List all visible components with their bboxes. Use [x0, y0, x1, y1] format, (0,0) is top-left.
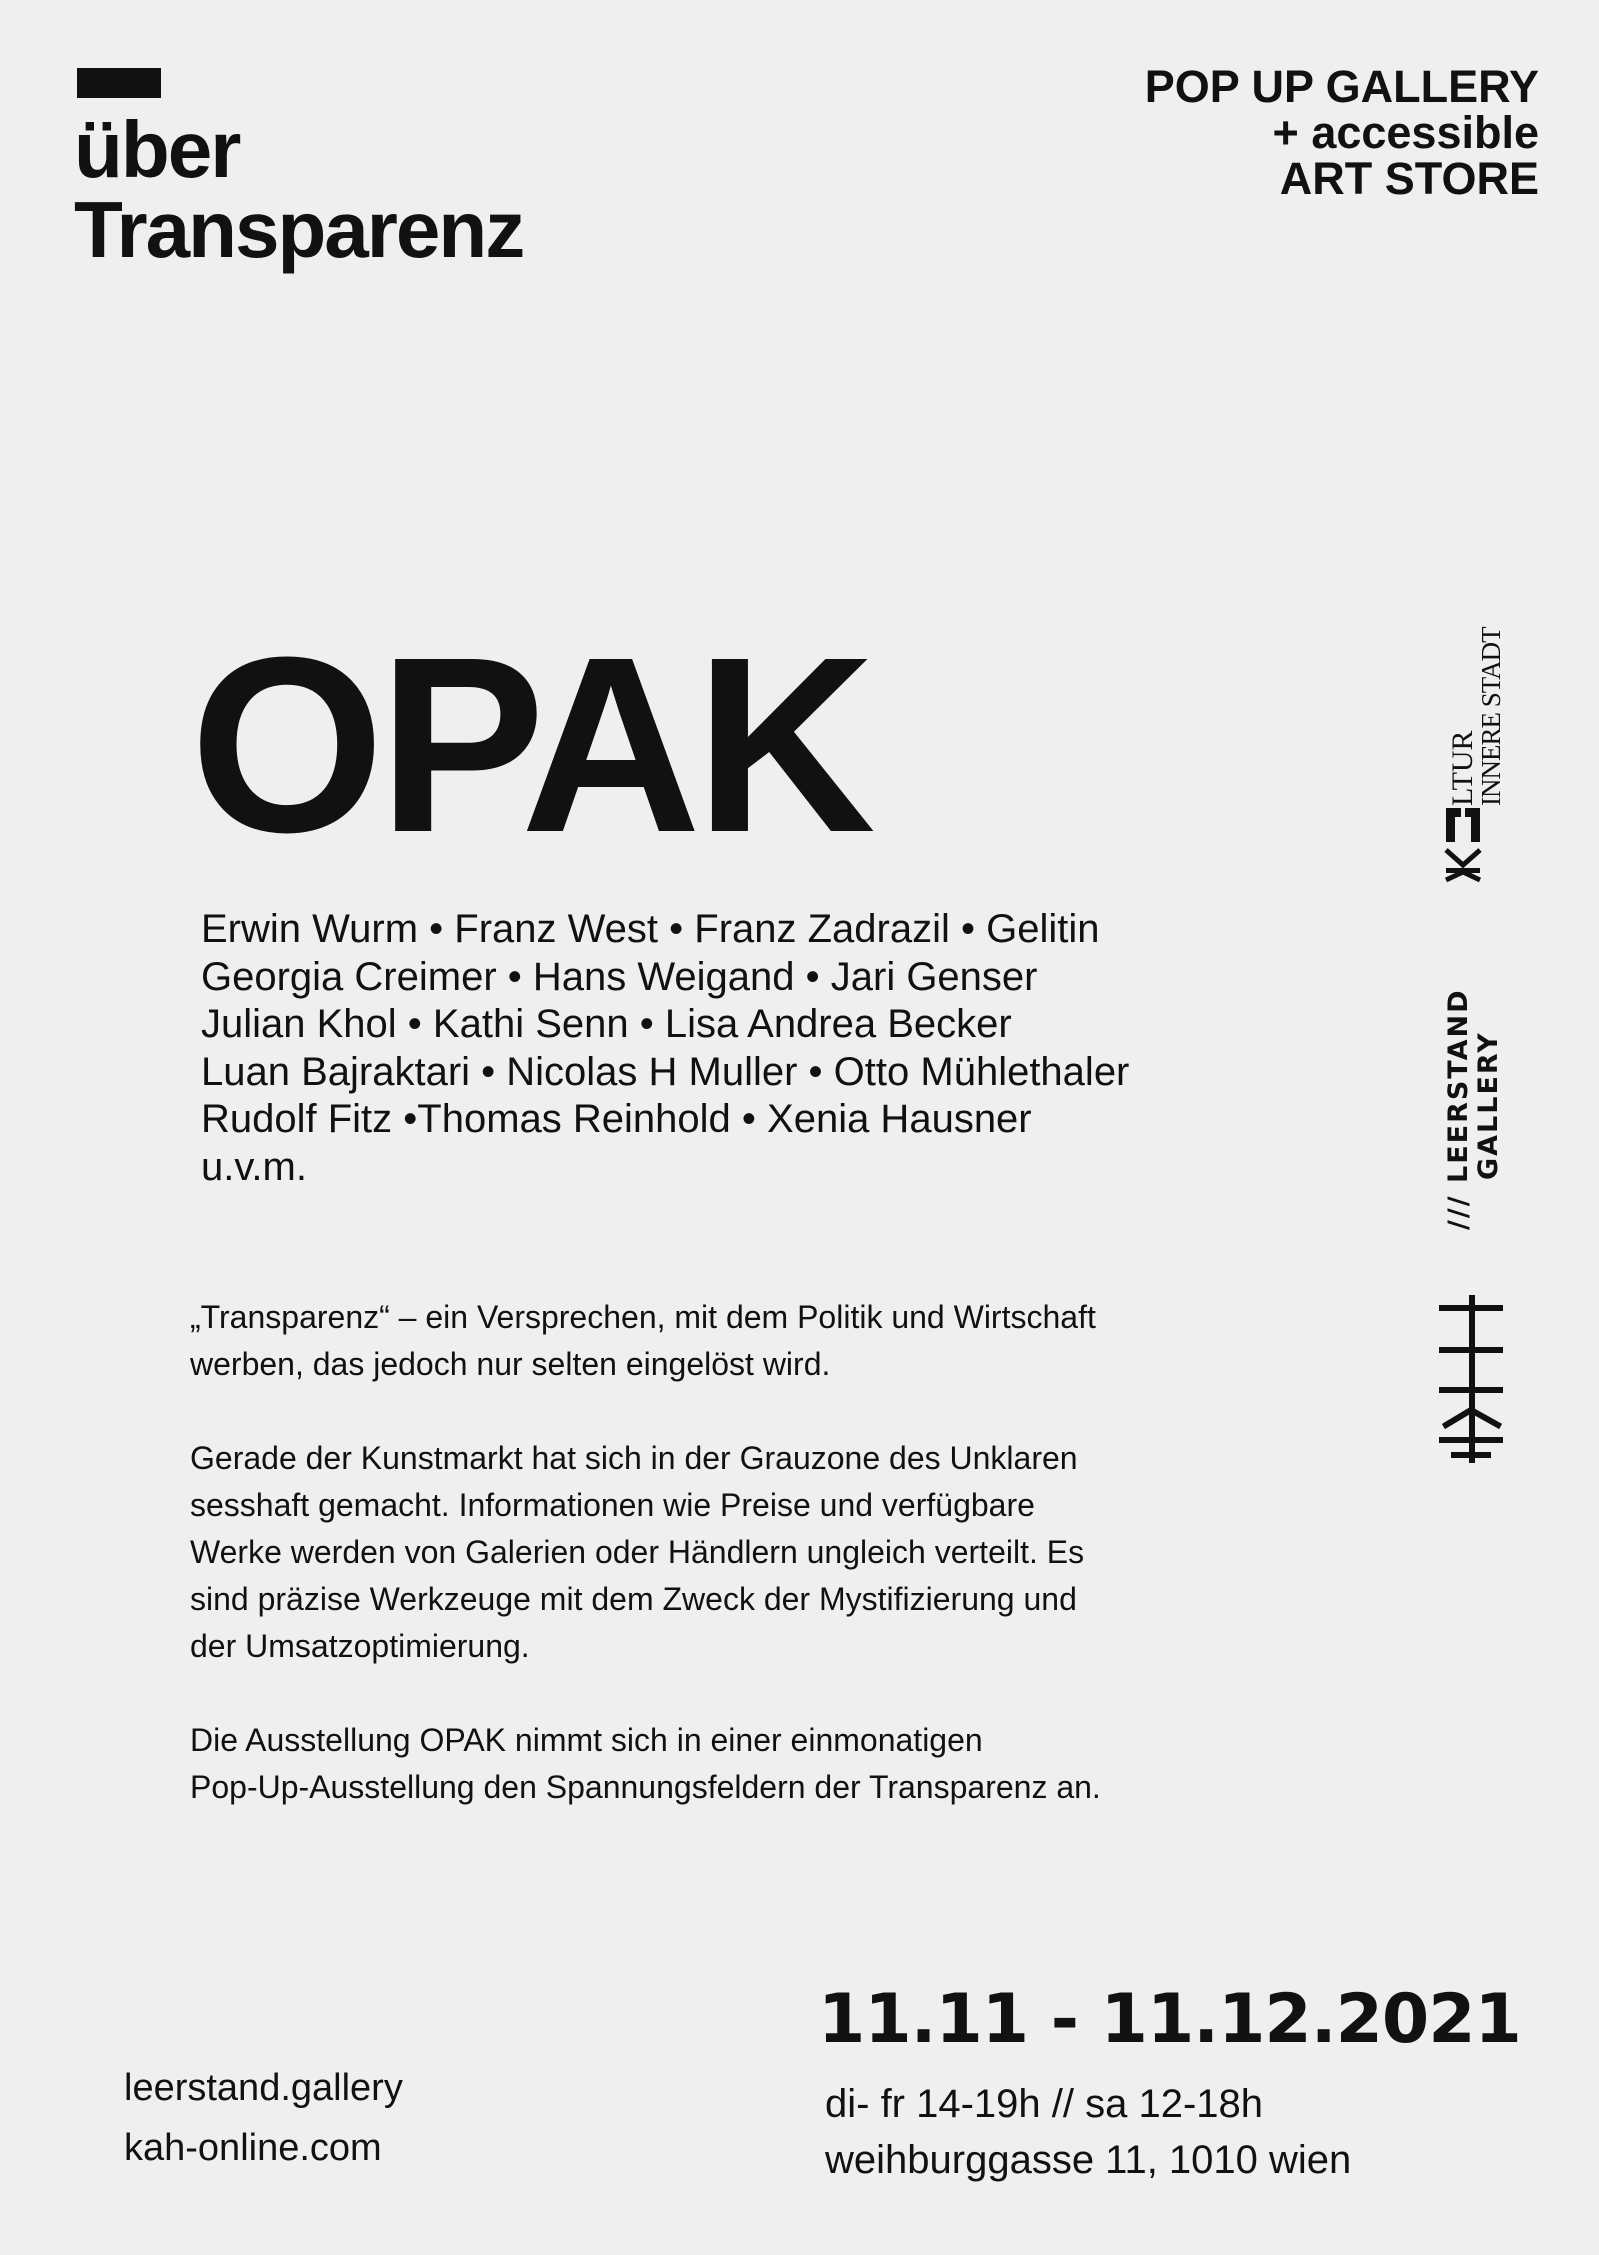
logo-line-2: Transparenz: [74, 185, 524, 274]
artist-list: [201, 906, 1129, 1191]
tagline-line-3: ART STORE: [1279, 153, 1539, 204]
uber-transparenz-logo: [74, 105, 524, 274]
leerstand-gallery-logo: [1440, 940, 1510, 1240]
kultur-text: LTUR: [1446, 730, 1479, 806]
logo-line-1: über: [74, 105, 240, 194]
kah-logo: [1436, 1290, 1506, 1470]
description-paragraph-2: Gerade der Kunstmarkt hat sich in der Grauzone des Unklaren sesshaft gemacht. Informationen wie Preise und verfügbare Werke werden von Galerien oder Händlern ungleich verteilt. Es sind präzise Werkzeuge mit dem Zweck der Mystifizierung und der Umsatzoptimierung.: [190, 1440, 1085, 1664]
logo-bar: [77, 68, 161, 98]
website-links: [124, 2058, 403, 2178]
leerstand-text: /// LEERSTAND: [1443, 988, 1474, 1230]
gallery-text: GALLERY: [1473, 1031, 1504, 1180]
opening-info: [825, 2076, 1351, 2188]
artist-line: Rudolf Fitz •Thomas Reinhold • Xenia Hausner: [201, 1097, 1032, 1141]
gallery-tagline: [1144, 61, 1539, 204]
kultur-innere-stadt-logo: [1438, 610, 1510, 900]
innere-stadt-text: INNERE STADT: [1476, 627, 1506, 806]
description-paragraph-1: „Transparenz“ – ein Versprechen, mit dem Politik und Wirtschaft werben, das jedoch nur selten eingelöst wird.: [190, 1299, 1096, 1382]
website-link-leerstand[interactable]: leerstand.gallery: [124, 2067, 403, 2109]
artist-line: Erwin Wurm • Franz West • Franz Zadrazil • Gelitin: [201, 907, 1100, 951]
exhibition-title: OPAK: [190, 605, 870, 884]
tagline-line-2: + accessible: [1272, 107, 1539, 158]
website-link-kah[interactable]: kah-online.com: [124, 2127, 382, 2169]
tagline-line-1: POP UP GALLERY: [1144, 61, 1539, 112]
artist-line: Luan Bajraktari • Nicolas H Muller • Otto Mühlethaler: [201, 1049, 1130, 1094]
artist-line: Julian Khol • Kathi Senn • Lisa Andrea Becker: [201, 1002, 1012, 1046]
address: weihburggasse 11, 1010 wien: [825, 2138, 1352, 2182]
artist-line: Georgia Creimer • Hans Weigand • Jari Genser: [201, 954, 1038, 999]
kah-logo-mark: [1436, 1290, 1506, 1470]
artist-line: u.v.m.: [201, 1144, 307, 1189]
description-paragraph-3: Die Ausstellung OPAK nimmt sich in einer einmonatigen Pop-Up-Ausstellung den Spannungsfeldern der Transparenz an.: [190, 1722, 1101, 1805]
description: [190, 1294, 1310, 1858]
opening-hours: di- fr 14-19h // sa 12-18h: [825, 2082, 1264, 2126]
exhibition-dates: 11.11 - 11.12.2021: [818, 1980, 1521, 2059]
